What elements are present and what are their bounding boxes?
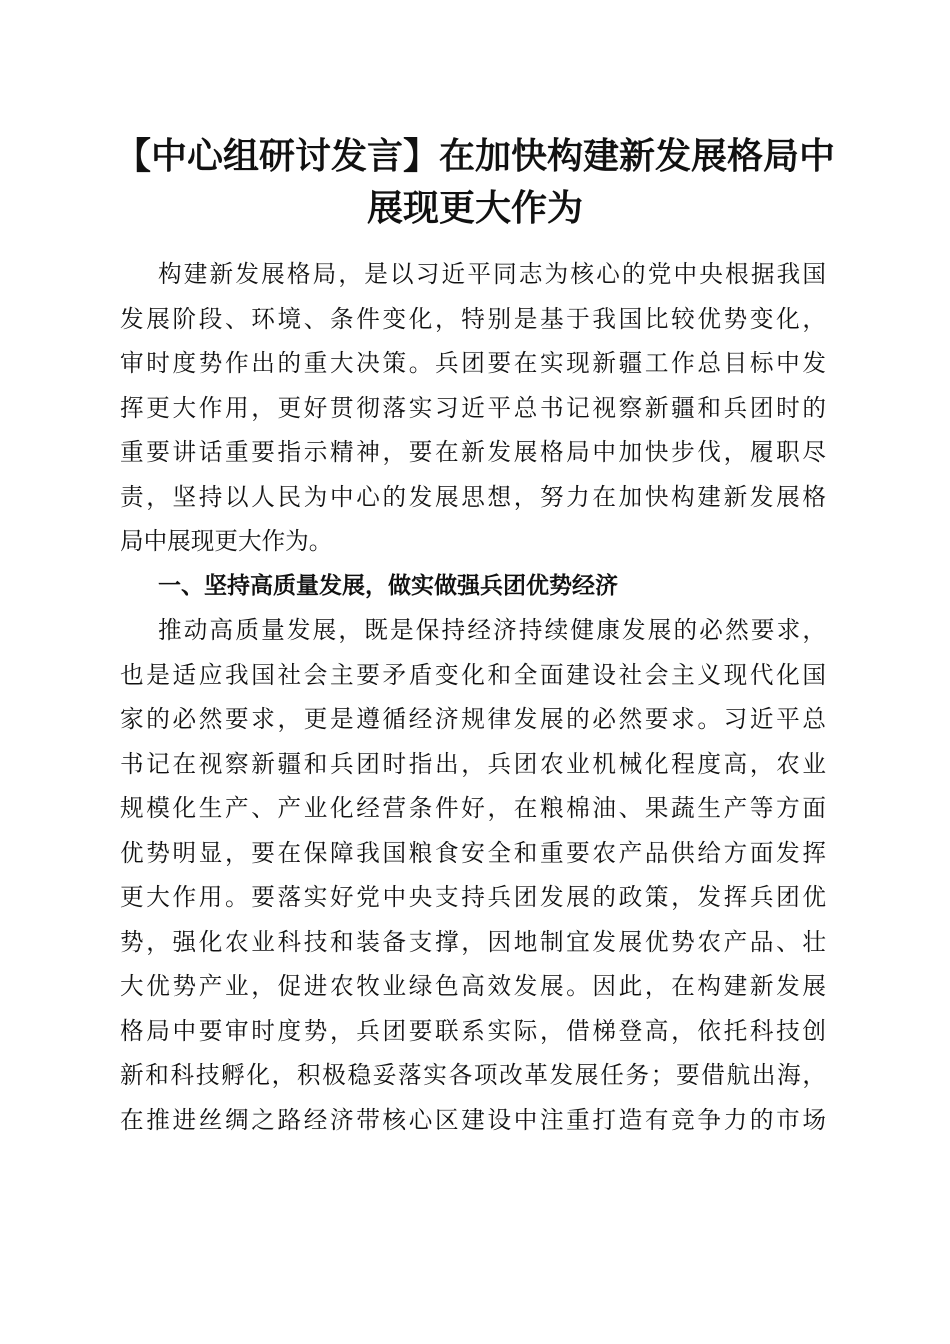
paragraph-intro	[120, 252, 826, 564]
paragraph-line: 格局中要审时度势，兵团要联系实际，借梯登高，依托科技创	[120, 1016, 826, 1045]
paragraph-line: 局中展现更大作为。	[120, 527, 333, 555]
paragraph-line: 书记在视察新疆和兵团时指出，兵团农业机械化程度高，农业	[120, 749, 826, 778]
paragraph-line: 也是适应我国社会主要矛盾变化和全面建设社会主义现代化国	[120, 660, 826, 689]
paragraph-line: 责，坚持以人民为中心的发展思想，努力在加快构建新发展格	[120, 482, 826, 511]
paragraph-line: 新和科技孵化，积极稳妥落实各项改革发展任务；要借航出海，	[120, 1061, 826, 1089]
paragraph-line: 大优势产业，促进农牧业绿色高效发展。因此，在构建新发展	[120, 972, 826, 1000]
paragraph-line: 家的必然要求，更是遵循经济规律发展的必然要求。习近平总	[120, 705, 826, 733]
document-body	[120, 252, 826, 1142]
paragraph-line: 优势明显，要在保障我国粮食安全和重要农产品供给方面发挥	[120, 838, 826, 867]
paragraph-line: 发展阶段、环境、条件变化，特别是基于我国比较优势变化，	[120, 304, 826, 333]
section-heading-1: 一、坚持高质量发展，做实做强兵团优势经济	[158, 572, 618, 599]
paragraph-line: 在推进丝绸之路经济带核心区建设中注重打造有竞争力的市场	[120, 1105, 826, 1134]
document-title	[100, 130, 850, 234]
paragraph-line: 构建新发展格局，是以习近平同志为核心的党中央根据我国	[158, 260, 826, 288]
title-line-2: 展现更大作为	[366, 187, 583, 229]
paragraph-section-1	[120, 608, 826, 1142]
paragraph-line: 推动高质量发展，既是保持经济持续健康发展的必然要求，	[158, 616, 826, 644]
paragraph-line: 挥更大作用，更好贯彻落实习近平总书记视察新疆和兵团时的	[120, 393, 826, 422]
title-line-1: 【中心组研讨发言】在加快构建新发展格局中	[114, 135, 835, 177]
paragraph-line: 势，强化农业科技和装备支撑，因地制宜发展优势农产品、壮	[120, 927, 826, 956]
paragraph-line: 更大作用。要落实好党中央支持兵团发展的政策，发挥兵团优	[120, 883, 826, 911]
paragraph-line: 审时度势作出的重大决策。兵团要在实现新疆工作总目标中发	[120, 349, 826, 377]
paragraph-line: 重要讲话重要指示精神，要在新发展格局中加快步伐，履职尽	[120, 438, 826, 466]
paragraph-line: 规模化生产、产业化经营条件好，在粮棉油、果蔬生产等方面	[120, 794, 826, 822]
